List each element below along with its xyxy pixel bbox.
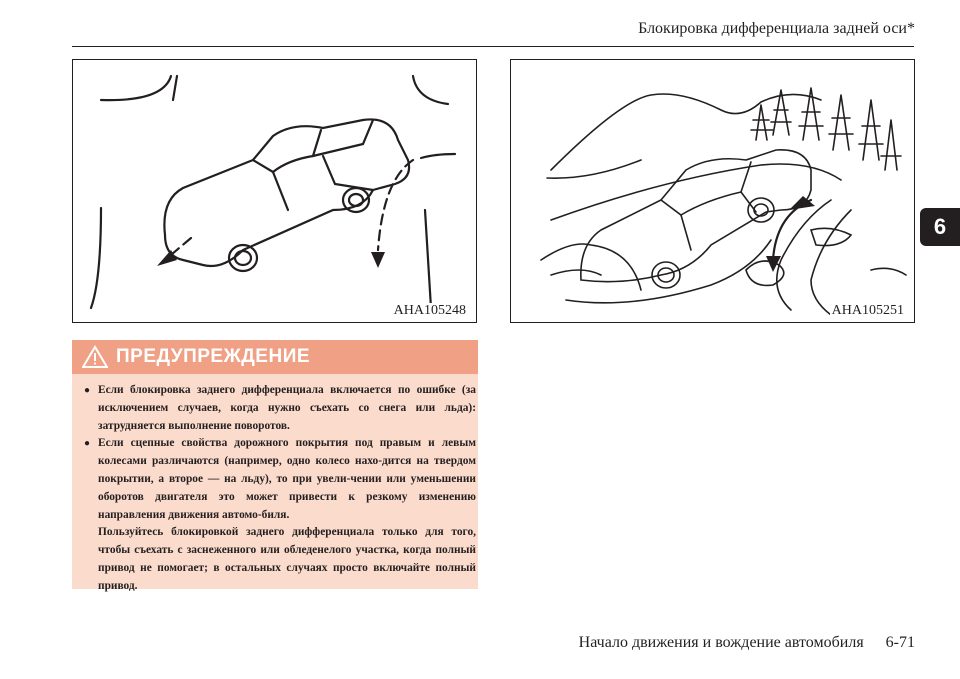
warning-header xyxy=(72,340,478,374)
warning-body xyxy=(84,382,476,596)
page-footer xyxy=(579,634,915,652)
warning-item-text: Если сцепные свойства дорожного покрытия под правым и левым колесами различаются (например, одно колесо нахо-дится на твердом покрытии, а второе — на льду), то при увели-чении или уменьшении оборотов двигателя это может привести к резкому изменению направления движения автомо-биля. xyxy=(98,437,476,521)
warning-item xyxy=(84,435,476,524)
car-turning-on-road-illustration xyxy=(73,60,478,324)
warning-box xyxy=(72,340,478,592)
bullet-icon: ● xyxy=(84,438,91,450)
page-header-title: Блокировка дифференциала задней оси* xyxy=(638,20,915,37)
warning-note xyxy=(84,524,476,595)
warning-item-text: Если блокировка заднего дифференциала включается по ошибке (за исключением случаев, когда нужно съехать со снега или льда): затрудняется выполнение поворотов. xyxy=(98,384,476,432)
figure-code: AHA105251 xyxy=(831,303,904,318)
page-number: 6-71 xyxy=(885,634,915,651)
car-on-snowy-mountain-road-illustration xyxy=(511,60,916,324)
warning-triangle-icon xyxy=(82,345,108,369)
figure-code: AHA105248 xyxy=(393,303,466,318)
figure-car-snow xyxy=(510,59,915,323)
warning-note-text: Пользуйтесь блокировкой заднего дифференциала только для того, чтобы съехать с заснеженного или обледенелого участка, когда полный привод не помогает; в остальных случаях просто включайте полный привод. xyxy=(98,526,476,592)
header-rule xyxy=(72,46,914,47)
chapter-tab: 6 xyxy=(920,208,960,246)
bullet-icon: ● xyxy=(84,385,91,396)
footer-section: Начало движения и вождение автомобиля xyxy=(578,634,864,651)
warning-title: ПРЕДУПРЕЖДЕНИЕ xyxy=(116,346,311,367)
warning-item xyxy=(84,382,476,435)
figure-car-turning xyxy=(72,59,477,323)
